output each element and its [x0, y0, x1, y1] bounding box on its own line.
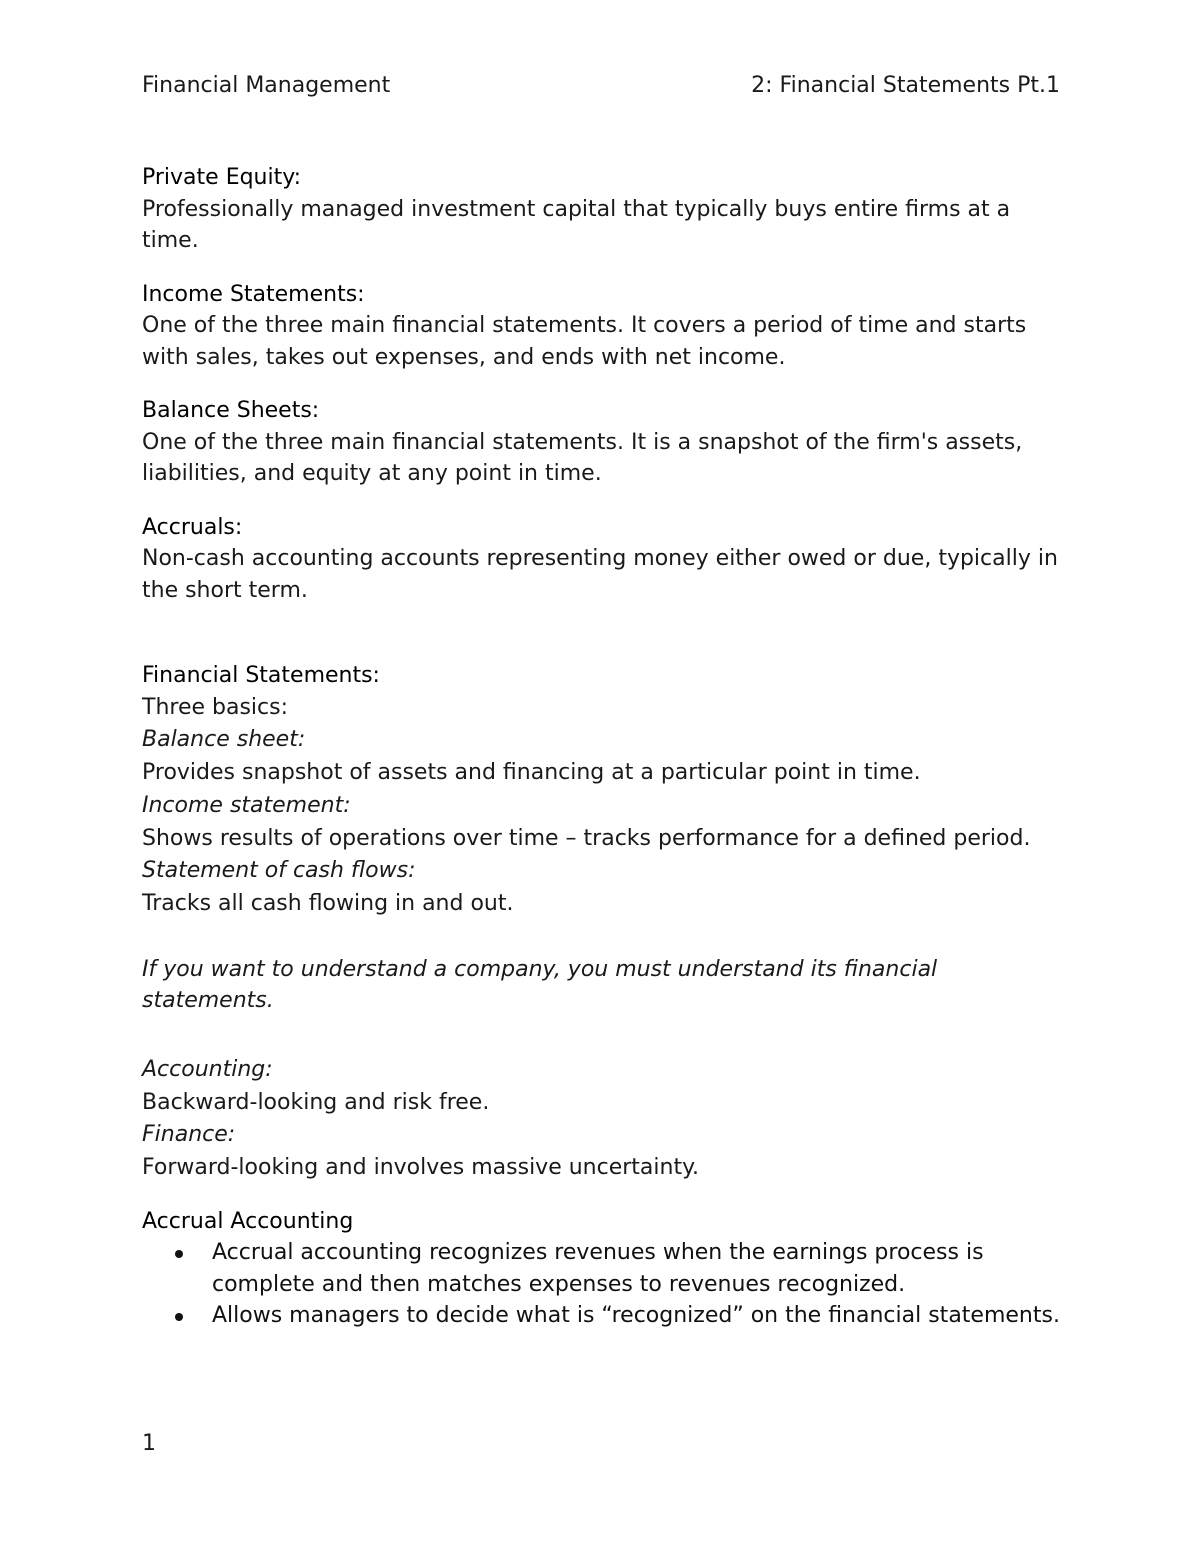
- comparison-text: Backward-looking and risk free.: [142, 1089, 490, 1115]
- definition-text: Professionally managed investment capital that typically buys entire firms at a time.: [142, 196, 1011, 253]
- definition-text: One of the three main financial statements. It is a snapshot of the firm's assets, liabilities, and equity at any point in time.: [142, 429, 1023, 486]
- page-number: 1: [142, 1431, 156, 1456]
- list-item-text: Accrual accounting recognizes revenues when the earnings process is complete and then matches expenses to revenues recognized.: [212, 1240, 984, 1297]
- definition-accruals: [142, 512, 1060, 607]
- financial-statements-section: [142, 660, 1060, 920]
- header-course-title: Financial Management: [142, 73, 391, 98]
- document-body: [142, 162, 1060, 1332]
- section-heading: Financial Statements:: [142, 663, 380, 688]
- definition-income-statements: [142, 279, 1060, 374]
- bullet-icon: [175, 1313, 183, 1321]
- statement-label-balance-sheet: Balance sheet:: [142, 727, 306, 752]
- comparison-label-accounting: Accounting:: [142, 1056, 273, 1082]
- emphasis-text: If you want to understand a company, you must understand its financial statements.: [142, 956, 938, 1013]
- list-item: [212, 1237, 1060, 1300]
- statement-label-cash-flows: Statement of cash flows:: [142, 858, 416, 883]
- definition-text: Non-cash accounting accounts representing money either owed or due, typically in the short term.: [142, 546, 1058, 603]
- statement-text: Tracks all cash flowing in and out.: [142, 891, 514, 916]
- bullet-icon: [175, 1250, 183, 1258]
- definition-term: Accruals:: [142, 514, 243, 540]
- section-heading: Accrual Accounting: [142, 1208, 354, 1234]
- list-item: [212, 1300, 1060, 1332]
- statement-label-income-statement: Income statement:: [142, 792, 351, 818]
- page-header: [142, 70, 1060, 102]
- statement-text: Provides snapshot of assets and financing at a particular point in time.: [142, 760, 921, 785]
- accrual-accounting-section: [142, 1206, 1060, 1332]
- definition-term: Private Equity:: [142, 165, 302, 190]
- bullet-list: [142, 1237, 1060, 1332]
- definition-term: Balance Sheets:: [142, 398, 320, 423]
- accounting-vs-finance: [142, 1053, 1060, 1184]
- definition-private-equity: [142, 162, 1060, 257]
- emphasis-note: [142, 954, 1060, 1017]
- definition-balance-sheets: [142, 395, 1060, 490]
- list-item-text: Allows managers to decide what is “recognized” on the financial statements.: [212, 1303, 1060, 1328]
- comparison-text: Forward-looking and involves massive uncertainty.: [142, 1155, 699, 1180]
- definition-term: Income Statements:: [142, 281, 365, 307]
- definition-text: One of the three main financial statements. It covers a period of time and starts with sales, takes out expenses, and ends with net income.: [142, 313, 1027, 370]
- statement-text: Shows results of operations over time – tracks performance for a defined period.: [142, 825, 1031, 851]
- section-intro: Three basics:: [142, 694, 288, 720]
- comparison-label-finance: Finance:: [142, 1122, 236, 1147]
- header-chapter-title: 2: Financial Statements Pt.1: [751, 73, 1060, 98]
